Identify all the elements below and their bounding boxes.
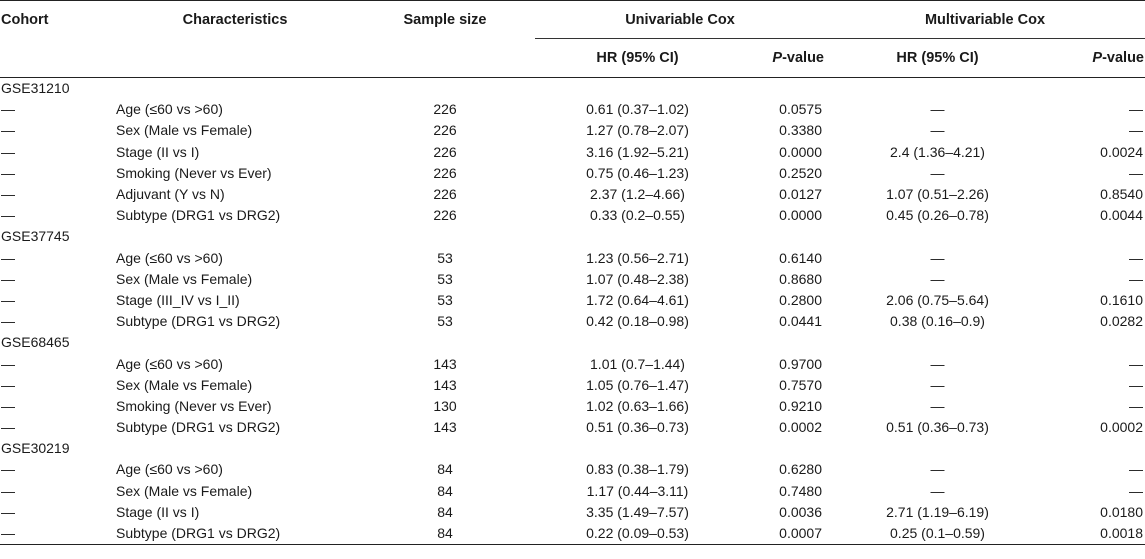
row-characteristic: Adjuvant (Y vs N) [116, 186, 225, 203]
row-multivariable-p: — [1129, 355, 1143, 372]
row-univariable-hr: 1.27 (0.78–2.07) [586, 122, 689, 139]
row-multivariable-p: — [1129, 249, 1143, 266]
row-multivariable-p: 0.0024 [1100, 143, 1143, 160]
row-sample-size: 84 [437, 503, 453, 520]
cohort-name: GSE30219 [1, 440, 70, 457]
cohort-group-row [0, 226, 1145, 247]
row-univariable-hr: 2.37 (1.2–4.66) [590, 186, 685, 203]
table-row [0, 205, 1145, 226]
header-multivariable-hr: HR (95% CI) [896, 50, 979, 66]
row-characteristic: Age (≤60 vs >60) [116, 249, 223, 266]
row-univariable-hr: 1.72 (0.64–4.61) [586, 291, 689, 308]
row-dash: — [1, 207, 15, 224]
table-row [0, 396, 1145, 417]
row-characteristic: Sex (Male vs Female) [116, 376, 253, 393]
row-sample-size: 53 [437, 291, 453, 308]
row-characteristic: Age (≤60 vs >60) [116, 355, 223, 372]
row-sample-size: 226 [433, 101, 457, 118]
row-univariable-p: 0.0441 [779, 313, 822, 330]
row-dash: — [1, 355, 15, 372]
row-dash: — [1, 249, 15, 266]
row-multivariable-hr: — [930, 397, 945, 414]
row-sample-size: 53 [437, 270, 453, 287]
row-univariable-p: 0.2520 [779, 164, 822, 181]
row-multivariable-p: — [1129, 376, 1143, 393]
row-multivariable-hr: 0.45 (0.26–0.78) [886, 207, 989, 224]
row-multivariable-p: 0.0018 [1050, 523, 1145, 545]
row-multivariable-hr: 0.25 (0.1–0.59) [825, 523, 1050, 545]
table-row [0, 375, 1145, 396]
row-dash: — [0, 523, 115, 545]
cohort-name: GSE37745 [1, 228, 70, 245]
row-characteristic: Stage (II vs I) [116, 503, 200, 520]
table-row [0, 481, 1145, 502]
row-sample-size: 143 [433, 355, 457, 372]
row-multivariable-hr: — [930, 101, 945, 118]
row-univariable-p: 0.8680 [779, 270, 822, 287]
row-univariable-hr: 0.75 (0.46–1.23) [586, 164, 689, 181]
table-row [0, 269, 1145, 290]
table-header [0, 1, 1145, 78]
row-sample-size: 226 [433, 143, 457, 160]
row-univariable-p: 0.0007 [740, 523, 825, 545]
table-row [0, 120, 1145, 141]
row-dash: — [1, 101, 15, 118]
row-multivariable-hr: 2.06 (0.75–5.64) [886, 291, 989, 308]
row-multivariable-p: 0.0044 [1100, 207, 1143, 224]
row-characteristic: Subtype (DRG1 vs DRG2) [116, 419, 281, 436]
cohort-group-row [0, 332, 1145, 353]
row-univariable-p: 0.0575 [779, 101, 822, 118]
row-characteristic: Age (≤60 vs >60) [116, 461, 223, 478]
row-multivariable-hr: — [930, 355, 945, 372]
row-characteristic: Smoking (Never vs Ever) [116, 164, 272, 181]
row-dash: — [1, 270, 15, 287]
row-multivariable-p: — [1129, 164, 1143, 181]
row-univariable-p: 0.0127 [779, 186, 822, 203]
row-sample-size: 53 [437, 313, 453, 330]
row-multivariable-p: 0.8540 [1100, 186, 1143, 203]
row-dash: — [1, 291, 15, 308]
row-sample-size: 226 [433, 122, 457, 139]
header-sample-size: Sample size [403, 11, 487, 28]
row-sample-size: 226 [433, 186, 457, 203]
cohort-name: GSE68465 [1, 334, 70, 351]
row-univariable-p: 0.0036 [779, 503, 822, 520]
row-characteristic: Sex (Male vs Female) [116, 122, 253, 139]
row-sample-size: 130 [433, 397, 457, 414]
row-sample-size: 226 [433, 164, 457, 181]
row-sample-size: 143 [433, 419, 457, 436]
table-row [0, 99, 1145, 120]
row-univariable-p: 0.9700 [779, 355, 822, 372]
table-row [0, 142, 1145, 163]
cohort-name: GSE31210 [1, 80, 70, 97]
row-univariable-hr: 3.35 (1.49–7.57) [586, 503, 689, 520]
row-univariable-p: 0.7480 [779, 482, 822, 499]
row-dash: — [1, 313, 15, 330]
row-sample-size: 84 [437, 461, 453, 478]
cohort-group-row [0, 78, 1145, 100]
row-univariable-p: 0.0002 [779, 419, 822, 436]
row-characteristic: Stage (III_IV vs I_II) [116, 291, 240, 308]
row-multivariable-p: — [1129, 270, 1143, 287]
table-row [0, 459, 1145, 480]
row-univariable-p: 0.6280 [779, 461, 822, 478]
row-multivariable-hr: — [930, 461, 945, 478]
row-multivariable-hr: — [930, 482, 945, 499]
row-univariable-hr: 1.17 (0.44–3.11) [586, 482, 689, 499]
row-characteristic: Sex (Male vs Female) [116, 270, 253, 287]
row-multivariable-hr: 0.51 (0.36–0.73) [886, 419, 989, 436]
row-univariable-hr: 0.83 (0.38–1.79) [586, 461, 689, 478]
row-univariable-hr: 1.02 (0.63–1.66) [586, 397, 689, 414]
row-multivariable-p: — [1129, 461, 1143, 478]
row-dash: — [1, 482, 15, 499]
row-characteristic: Sex (Male vs Female) [116, 482, 253, 499]
row-dash: — [1, 186, 15, 203]
row-multivariable-p: — [1129, 397, 1143, 414]
header-cohort: Cohort [1, 11, 49, 28]
row-characteristic: Stage (II vs I) [116, 143, 200, 160]
row-dash: — [1, 461, 15, 478]
row-dash: — [1, 419, 15, 436]
table-row [0, 290, 1145, 311]
row-multivariable-hr: 0.38 (0.16–0.9) [890, 313, 985, 330]
row-dash: — [1, 122, 15, 139]
row-univariable-hr: 0.22 (0.09–0.53) [535, 523, 740, 545]
row-sample-size: 226 [433, 207, 457, 224]
row-univariable-hr: 0.51 (0.36–0.73) [586, 419, 689, 436]
row-univariable-hr: 3.16 (1.92–5.21) [586, 143, 689, 160]
row-characteristic: Smoking (Never vs Ever) [116, 397, 272, 414]
row-univariable-p: 0.9210 [779, 397, 822, 414]
row-multivariable-p: 0.1610 [1100, 291, 1143, 308]
row-multivariable-p: 0.0180 [1100, 503, 1143, 520]
row-univariable-hr: 1.01 (0.7–1.44) [590, 355, 685, 372]
header-characteristics: Characteristics [182, 11, 288, 28]
table-row [0, 311, 1145, 332]
row-multivariable-hr: 2.71 (1.19–6.19) [886, 503, 989, 520]
row-characteristic: Subtype (DRG1 vs DRG2) [116, 313, 281, 330]
row-multivariable-hr: — [930, 122, 945, 139]
row-multivariable-p: 0.0282 [1100, 313, 1143, 330]
row-univariable-hr: 0.33 (0.2–0.55) [590, 207, 685, 224]
table-row [0, 523, 1145, 545]
table-body [0, 78, 1145, 545]
row-univariable-hr: 0.42 (0.18–0.98) [586, 313, 689, 330]
row-multivariable-hr: 1.07 (0.51–2.26) [886, 186, 989, 203]
table-row [0, 353, 1145, 374]
header-univariable-hr: HR (95% CI) [596, 50, 679, 66]
row-univariable-p: 0.0000 [779, 207, 822, 224]
table-row [0, 502, 1145, 523]
row-multivariable-p: — [1129, 482, 1143, 499]
cohort-group-row [0, 438, 1145, 459]
header-multivariable-p: P-value [1092, 50, 1144, 66]
row-univariable-hr: 0.61 (0.37–1.02) [586, 101, 689, 118]
row-multivariable-hr: 2.4 (1.36–4.21) [890, 143, 985, 160]
table-row [0, 184, 1145, 205]
row-multivariable-hr: — [930, 376, 945, 393]
row-sample-size: 84 [355, 523, 535, 545]
row-multivariable-p: 0.0002 [1100, 419, 1143, 436]
row-multivariable-p: — [1129, 101, 1143, 118]
header-univariable-cox: Univariable Cox [535, 1, 825, 39]
row-multivariable-p: — [1129, 122, 1143, 139]
row-dash: — [1, 143, 15, 160]
table-row [0, 163, 1145, 184]
row-dash: — [1, 397, 15, 414]
row-univariable-p: 0.0000 [779, 143, 822, 160]
row-dash: — [1, 164, 15, 181]
row-multivariable-hr: — [930, 164, 945, 181]
row-univariable-p: 0.2800 [779, 291, 822, 308]
row-univariable-p: 0.3380 [779, 122, 822, 139]
row-dash: — [1, 376, 15, 393]
row-sample-size: 53 [437, 249, 453, 266]
table-row [0, 248, 1145, 269]
row-univariable-hr: 1.07 (0.48–2.38) [586, 270, 689, 287]
row-characteristic: Subtype (DRG1 vs DRG2) [115, 523, 355, 545]
header-multivariable-cox: Multivariable Cox [825, 1, 1145, 39]
header-univariable-p: P-value [772, 50, 824, 66]
row-multivariable-hr: — [930, 270, 945, 287]
row-univariable-p: 0.7570 [779, 376, 822, 393]
row-univariable-p: 0.6140 [779, 249, 822, 266]
row-univariable-hr: 1.05 (0.76–1.47) [586, 376, 689, 393]
row-characteristic: Subtype (DRG1 vs DRG2) [116, 207, 281, 224]
row-dash: — [1, 503, 15, 520]
table-row [0, 417, 1145, 438]
row-multivariable-hr: — [930, 249, 945, 266]
row-characteristic: Age (≤60 vs >60) [116, 101, 223, 118]
row-sample-size: 84 [437, 482, 453, 499]
row-univariable-hr: 1.23 (0.56–2.71) [586, 249, 689, 266]
row-sample-size: 143 [433, 376, 457, 393]
